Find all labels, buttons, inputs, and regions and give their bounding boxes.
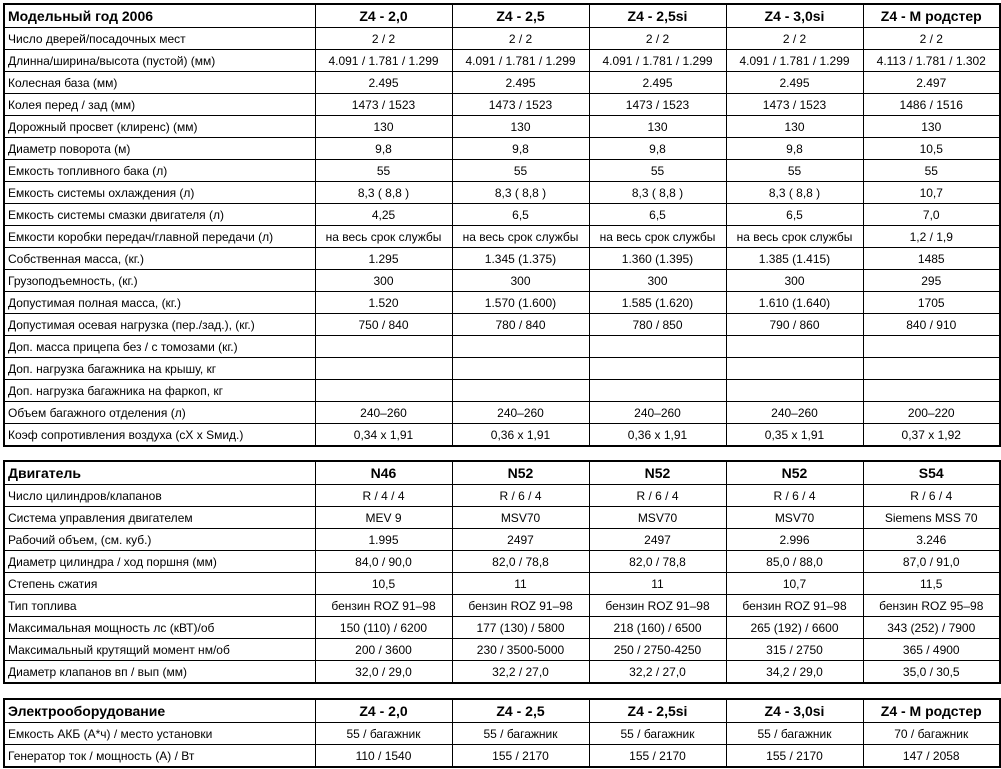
row-label: Диаметр клапанов вп / вып (мм) — [4, 661, 315, 684]
column-header: Z4 - 3,0si — [726, 699, 863, 723]
cell-value: R / 6 / 4 — [726, 485, 863, 507]
column-header: N52 — [589, 461, 726, 485]
table-row — [4, 551, 1000, 573]
cell-value: R / 6 / 4 — [863, 485, 1000, 507]
cell-value: 8,3 ( 8,8 ) — [315, 182, 452, 204]
cell-value — [589, 358, 726, 380]
cell-value: 9,8 — [315, 138, 452, 160]
cell-value: 150 (110) / 6200 — [315, 617, 452, 639]
cell-value: 55 / багажник — [726, 723, 863, 745]
cell-value: 265 (192) / 6600 — [726, 617, 863, 639]
table-row — [4, 639, 1000, 661]
column-header: Z4 - 2,5 — [452, 699, 589, 723]
cell-value: 8,3 ( 8,8 ) — [726, 182, 863, 204]
cell-value: 11 — [452, 573, 589, 595]
cell-value: на весь срок службы — [452, 226, 589, 248]
cell-value: 85,0 / 88,0 — [726, 551, 863, 573]
cell-value: MSV70 — [589, 507, 726, 529]
row-label: Допустимая осевая нагрузка (пер./зад.), (кг.) — [4, 314, 315, 336]
cell-value: 9,8 — [726, 138, 863, 160]
cell-value: 55 / багажник — [452, 723, 589, 745]
row-label: Диаметр цилиндра / ход поршня (мм) — [4, 551, 315, 573]
cell-value: бензин ROZ 91–98 — [726, 595, 863, 617]
cell-value: 230 / 3500-5000 — [452, 639, 589, 661]
cell-value — [589, 336, 726, 358]
cell-value: 240–260 — [315, 402, 452, 424]
table-row — [4, 745, 1000, 768]
cell-value: 6,5 — [452, 204, 589, 226]
table-row — [4, 116, 1000, 138]
cell-value: 240–260 — [452, 402, 589, 424]
row-label: Емкость топливного бака (л) — [4, 160, 315, 182]
cell-value: 2 / 2 — [315, 28, 452, 50]
row-label: Объем багажного отделения (л) — [4, 402, 315, 424]
row-label: Максимальная мощность лс (кВТ)/об — [4, 617, 315, 639]
cell-value: 2.495 — [452, 72, 589, 94]
cell-value — [726, 358, 863, 380]
table-row — [4, 573, 1000, 595]
general-specs-table — [3, 3, 1001, 447]
table-header-row — [4, 699, 1000, 723]
cell-value: 10,5 — [315, 573, 452, 595]
table-row — [4, 50, 1000, 72]
cell-value: 7,0 — [863, 204, 1000, 226]
cell-value: 155 / 2170 — [589, 745, 726, 768]
cell-value: 55 — [863, 160, 1000, 182]
cell-value: 1473 / 1523 — [315, 94, 452, 116]
cell-value: 200 / 3600 — [315, 639, 452, 661]
row-label: Диаметр поворота (м) — [4, 138, 315, 160]
cell-value: R / 6 / 4 — [452, 485, 589, 507]
row-label: Максимальный крутящий момент нм/об — [4, 639, 315, 661]
cell-value: 2497 — [452, 529, 589, 551]
column-header: Z4 - 2,5 — [452, 4, 589, 28]
cell-value: 130 — [726, 116, 863, 138]
table-row — [4, 314, 1000, 336]
column-header: Z4 - 2,5si — [589, 4, 726, 28]
cell-value: бензин ROZ 91–98 — [452, 595, 589, 617]
row-label: Допустимая полная масса, (кг.) — [4, 292, 315, 314]
cell-value: 4.091 / 1.781 / 1.299 — [589, 50, 726, 72]
row-label: Число дверей/посадочных мест — [4, 28, 315, 50]
cell-value — [452, 358, 589, 380]
cell-value: бензин ROZ 91–98 — [315, 595, 452, 617]
cell-value: 2.495 — [315, 72, 452, 94]
table-row — [4, 595, 1000, 617]
cell-value: 790 / 860 — [726, 314, 863, 336]
cell-value: 2.495 — [589, 72, 726, 94]
cell-value: 200–220 — [863, 402, 1000, 424]
cell-value: R / 6 / 4 — [589, 485, 726, 507]
column-header: Z4 - 2,5si — [589, 699, 726, 723]
cell-value — [863, 380, 1000, 402]
cell-value: 32,0 / 29,0 — [315, 661, 452, 684]
section-title: Электрооборудование — [4, 699, 315, 723]
cell-value: 343 (252) / 7900 — [863, 617, 1000, 639]
column-header: S54 — [863, 461, 1000, 485]
cell-value: 6,5 — [726, 204, 863, 226]
cell-value: 300 — [452, 270, 589, 292]
table-row — [4, 402, 1000, 424]
cell-value: 1485 — [863, 248, 1000, 270]
cell-value: 0,35 x 1,91 — [726, 424, 863, 447]
cell-value: MEV 9 — [315, 507, 452, 529]
cell-value: 750 / 840 — [315, 314, 452, 336]
table-row — [4, 529, 1000, 551]
column-header: N52 — [726, 461, 863, 485]
cell-value: 0,36 x 1,91 — [589, 424, 726, 447]
table-row — [4, 72, 1000, 94]
row-label: Емкость системы смазки двигателя (л) — [4, 204, 315, 226]
row-label: Степень сжатия — [4, 573, 315, 595]
cell-value — [863, 358, 1000, 380]
cell-value: 11,5 — [863, 573, 1000, 595]
cell-value: 82,0 / 78,8 — [452, 551, 589, 573]
row-label: Система управления двигателем — [4, 507, 315, 529]
table-row — [4, 94, 1000, 116]
cell-value: бензин ROZ 95–98 — [863, 595, 1000, 617]
cell-value: бензин ROZ 91–98 — [589, 595, 726, 617]
cell-value: 780 / 850 — [589, 314, 726, 336]
cell-value: 147 / 2058 — [863, 745, 1000, 768]
cell-value: 4.091 / 1.781 / 1.299 — [452, 50, 589, 72]
section-title: Модельный год 2006 — [4, 4, 315, 28]
cell-value: 130 — [589, 116, 726, 138]
cell-value: 8,3 ( 8,8 ) — [452, 182, 589, 204]
cell-value: 295 — [863, 270, 1000, 292]
cell-value: 1473 / 1523 — [589, 94, 726, 116]
column-header: N52 — [452, 461, 589, 485]
cell-value: 177 (130) / 5800 — [452, 617, 589, 639]
table-row — [4, 424, 1000, 447]
table-row — [4, 138, 1000, 160]
cell-value: 35,0 / 30,5 — [863, 661, 1000, 684]
table-row — [4, 358, 1000, 380]
cell-value: 2 / 2 — [726, 28, 863, 50]
cell-value: 1.385 (1.415) — [726, 248, 863, 270]
cell-value: 87,0 / 91,0 — [863, 551, 1000, 573]
section-title: Двигатель — [4, 461, 315, 485]
cell-value: 1.520 — [315, 292, 452, 314]
cell-value: MSV70 — [452, 507, 589, 529]
column-header: Z4 - 2,0 — [315, 4, 452, 28]
column-header: Z4 - 2,0 — [315, 699, 452, 723]
cell-value — [863, 336, 1000, 358]
row-label: Доп. нагрузка багажника на крышу, кг — [4, 358, 315, 380]
cell-value: 780 / 840 — [452, 314, 589, 336]
cell-value: 0,36 x 1,91 — [452, 424, 589, 447]
cell-value: MSV70 — [726, 507, 863, 529]
cell-value: 55 / багажник — [315, 723, 452, 745]
cell-value: 4.091 / 1.781 / 1.299 — [315, 50, 452, 72]
cell-value: 55 — [726, 160, 863, 182]
cell-value — [589, 380, 726, 402]
cell-value: 110 / 1540 — [315, 745, 452, 768]
row-label: Колесная база (мм) — [4, 72, 315, 94]
row-label: Дорожный просвет (клиренс) (мм) — [4, 116, 315, 138]
cell-value: 1,2 / 1,9 — [863, 226, 1000, 248]
column-header: N46 — [315, 461, 452, 485]
cell-value: 1.570 (1.600) — [452, 292, 589, 314]
cell-value: 130 — [315, 116, 452, 138]
column-header: Z4 - M родстер — [863, 4, 1000, 28]
cell-value: 1.610 (1.640) — [726, 292, 863, 314]
cell-value: 2 / 2 — [589, 28, 726, 50]
cell-value: 4.113 / 1.781 / 1.302 — [863, 50, 1000, 72]
cell-value: 2 / 2 — [863, 28, 1000, 50]
cell-value: 1.995 — [315, 529, 452, 551]
table-row — [4, 226, 1000, 248]
cell-value: 155 / 2170 — [726, 745, 863, 768]
table-row — [4, 270, 1000, 292]
cell-value: 4.091 / 1.781 / 1.299 — [726, 50, 863, 72]
row-label: Собственная масса, (кг.) — [4, 248, 315, 270]
table-row — [4, 248, 1000, 270]
table-row — [4, 485, 1000, 507]
cell-value: 0,37 x 1,92 — [863, 424, 1000, 447]
cell-value: 34,2 / 29,0 — [726, 661, 863, 684]
cell-value — [726, 380, 863, 402]
cell-value: 365 / 4900 — [863, 639, 1000, 661]
cell-value: 2.495 — [726, 72, 863, 94]
row-label: Рабочий объем, (см. куб.) — [4, 529, 315, 551]
cell-value: 84,0 / 90,0 — [315, 551, 452, 573]
cell-value: R / 4 / 4 — [315, 485, 452, 507]
cell-value: 2497 — [589, 529, 726, 551]
cell-value: 240–260 — [726, 402, 863, 424]
cell-value: 0,34 x 1,91 — [315, 424, 452, 447]
cell-value: 55 / багажник — [589, 723, 726, 745]
table-row — [4, 182, 1000, 204]
cell-value: 218 (160) / 6500 — [589, 617, 726, 639]
table-row — [4, 507, 1000, 529]
cell-value: 130 — [452, 116, 589, 138]
cell-value: 240–260 — [589, 402, 726, 424]
cell-value: 3.246 — [863, 529, 1000, 551]
column-header: Z4 - M родстер — [863, 699, 1000, 723]
cell-value: 82,0 / 78,8 — [589, 551, 726, 573]
cell-value: 10,5 — [863, 138, 1000, 160]
cell-value — [452, 336, 589, 358]
cell-value — [315, 358, 452, 380]
table-row — [4, 160, 1000, 182]
row-label: Емкость системы охлаждения (л) — [4, 182, 315, 204]
cell-value: 4,25 — [315, 204, 452, 226]
cell-value: 130 — [863, 116, 1000, 138]
cell-value: 300 — [726, 270, 863, 292]
cell-value — [315, 380, 452, 402]
cell-value — [452, 380, 589, 402]
table-row — [4, 292, 1000, 314]
table-row — [4, 336, 1000, 358]
cell-value — [726, 336, 863, 358]
cell-value: 2.996 — [726, 529, 863, 551]
row-label: Доп. масса прицепа без / с томозами (кг.) — [4, 336, 315, 358]
cell-value: 1.345 (1.375) — [452, 248, 589, 270]
electrical-specs-table — [3, 698, 1001, 768]
row-label: Тип топлива — [4, 595, 315, 617]
cell-value: 840 / 910 — [863, 314, 1000, 336]
row-label: Генератор ток / мощность (А) / Вт — [4, 745, 315, 768]
cell-value: на весь срок службы — [589, 226, 726, 248]
cell-value: 10,7 — [863, 182, 1000, 204]
cell-value: 300 — [315, 270, 452, 292]
cell-value: 315 / 2750 — [726, 639, 863, 661]
cell-value: 6,5 — [589, 204, 726, 226]
cell-value: 8,3 ( 8,8 ) — [589, 182, 726, 204]
table-header-row — [4, 4, 1000, 28]
cell-value: 9,8 — [589, 138, 726, 160]
cell-value: 2.497 — [863, 72, 1000, 94]
cell-value: 2 / 2 — [452, 28, 589, 50]
cell-value: 1.585 (1.620) — [589, 292, 726, 314]
cell-value: 1.360 (1.395) — [589, 248, 726, 270]
row-label: Число цилиндров/клапанов — [4, 485, 315, 507]
cell-value: 55 — [452, 160, 589, 182]
table-row — [4, 661, 1000, 684]
engine-specs-table — [3, 460, 1001, 684]
cell-value: 10,7 — [726, 573, 863, 595]
cell-value: 155 / 2170 — [452, 745, 589, 768]
row-label: Коэф сопротивления воздуха (cX x Sмид.) — [4, 424, 315, 447]
table-row — [4, 28, 1000, 50]
row-label: Емкость АКБ (А*ч) / место установки — [4, 723, 315, 745]
cell-value: 32,2 / 27,0 — [589, 661, 726, 684]
cell-value: 1705 — [863, 292, 1000, 314]
cell-value: 55 — [315, 160, 452, 182]
table-row — [4, 380, 1000, 402]
cell-value: на весь срок службы — [726, 226, 863, 248]
cell-value: 300 — [589, 270, 726, 292]
cell-value: 1.295 — [315, 248, 452, 270]
cell-value: 70 / багажник — [863, 723, 1000, 745]
cell-value: 9,8 — [452, 138, 589, 160]
row-label: Колея перед / зад (мм) — [4, 94, 315, 116]
row-label: Длинна/ширина/высота (пустой) (мм) — [4, 50, 315, 72]
row-label: Емкости коробки передач/главной передачи (л) — [4, 226, 315, 248]
table-row — [4, 617, 1000, 639]
column-header: Z4 - 3,0si — [726, 4, 863, 28]
cell-value: Siemens MSS 70 — [863, 507, 1000, 529]
cell-value: 1473 / 1523 — [726, 94, 863, 116]
cell-value: 55 — [589, 160, 726, 182]
row-label: Грузоподъемность, (кг.) — [4, 270, 315, 292]
cell-value — [315, 336, 452, 358]
cell-value: на весь срок службы — [315, 226, 452, 248]
table-row — [4, 723, 1000, 745]
cell-value: 32,2 / 27,0 — [452, 661, 589, 684]
row-label: Доп. нагрузка багажника на фаркоп, кг — [4, 380, 315, 402]
cell-value: 11 — [589, 573, 726, 595]
cell-value: 1486 / 1516 — [863, 94, 1000, 116]
table-row — [4, 204, 1000, 226]
cell-value: 250 / 2750-4250 — [589, 639, 726, 661]
cell-value: 1473 / 1523 — [452, 94, 589, 116]
table-header-row — [4, 461, 1000, 485]
